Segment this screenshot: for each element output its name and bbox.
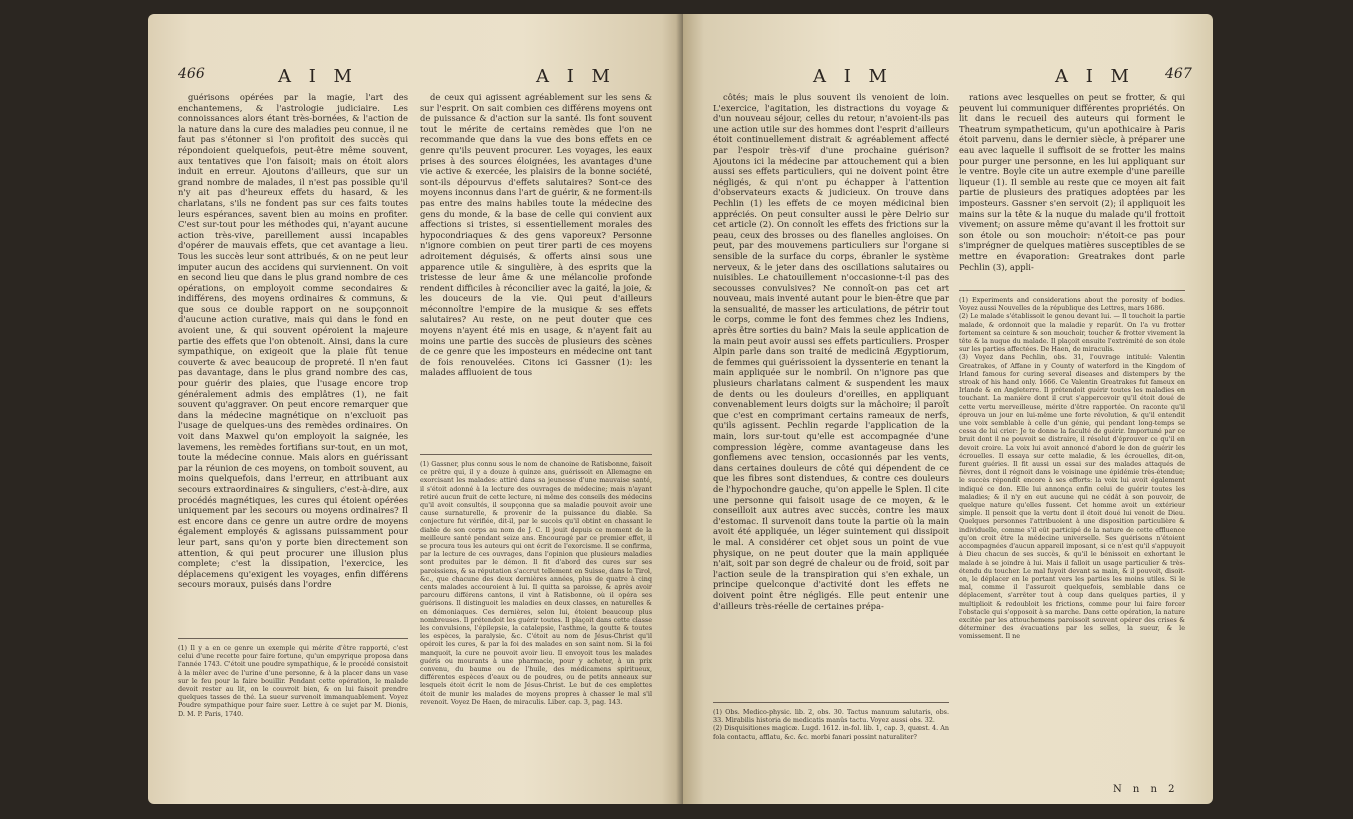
footnote-text: (1) Obs. Medico-physic. lib. 2, obs. 30. Tactus manuum salutaris, obs. 33. Mirabilis historia de medicatis manûs tactu. Voyez aussi obs. 32. (2) Disquisitiones magicæ. Lugd. 1612. in-fol. lib. 1, cap. 3, quæst. 4. An fola contactu, afflatu, &c. &c. morbi fanari possint naturaliter?: [713, 708, 949, 741]
right-col1-body: côtés; mais le plus souvent ils venoient de loin. L'exercice, l'agitation, les distractions du voyage & d'un nouveau séjour, celles du retour, n'avoient-ils pas une action utile sur des hommes dont l'esprit d'ailleurs étoit continuellement distrait & agréablement affecté par l'espoir très-vif d'une prochaine guérison? Ajoutons ici la médecine par attouchement qui a bien aussi ses effets particuliers, qui ne doivent point être négligés, & qui n'ont pu échapper à l'attention d'observateurs exacts & judicieux. On trouve dans Pechlin (1) les effets de ce moyen médicinal bien appréciés. On peut consulter aussi le père Delrio sur cet article (2). On connoît les effets des frictions sur la peau, ceux des brosses ou des flanelles angloises. On peut, par des mouvemens particuliers sur l'organe si sensible de la surface du corps, ébranler le système nerveux, & le jeter dans des oscillations salutaires ou nuisibles. Le chatouillement n'occasionne-t-il pas des secousses convulsives? Ne connoît-on pas cet art nouveau, mais inventé autant pour le bien-être que par la sensualité, de masser les articulations, de pétrir tout le corps, comme le font des femmes chez les Indiens, après être sorties du bain? Mais la seule application de la main peut avoir aussi ses effets particuliers. Prosper Alpin parle dans son traité de medicinâ Ægyptiorum, de femmes qui guérissoient la dyssenterie en tenant la main appliquée sur le nombril. On n'ignore pas que plusieurs charlatans calment & suspendent les maux de dents ou les douleurs d'oreilles, en appliquant convenablement leurs doigts sur la mâchoire; il paroît que c'est en comprimant certains rameaux de nerfs, qu'ils agissent. Pechlin regarde l'application de la main, lors sur-tout qu'elle est accompagnée d'une compression légère, comme avantageuse dans les gonflemens avec tension, occasionnés par les vents, dans certaines douleurs de côté qui dépendent de ce que les fibres sont distendues, & contre ces douleurs de l'hypochondre gauche, qu'on appelle le Splen. Il cite une personne qui faisoit usage de ce moyen, & le conseilloit aux autres avec succès, contre les maux d'estomac. Il survenoit dans toute la partie où la main avoit été appliquée, un léger suintement qui dissipoit le mal. A considérer cet objet sous un point de vue physique, on ne peut douter que la main appliquée n'ait, soit par son degré de chaleur ou de froid, soit par l'action seule de la transpiration qui s'en exhale, un principe quelconque d'activité dont les effets ne doivent point être négligés. Elle peut entenir une d'ailleurs très-réelle de certaines prépa-: [713, 92, 949, 611]
right-column-1: [713, 92, 949, 611]
left-column-1: [178, 92, 408, 590]
left-col1-body: guérisons opérées par la magie, l'art des enchantemens, & l'astrologie judiciaire. Les connoissances alors étant très-bornées, & l'action de la nature dans la cure des maladies peu connue, il ne faut pas s'étonner si l'on profitoit des succès qui répondoient quelquefois, peut-être même souvent, aux tentatives que l'on faisoit; mais on étoit alors induit en erreur. Ajoutons d'ailleurs, que sur un grand nombre de malades, il n'est pas possible qu'il n'y ait pas d'heureux effets du hasard, & les charlatans, s'ils ne fondent pas sur ces faits toutes leurs espérances, savent bien au moins en profiter. C'est sur-tout pour les méthodes qui, n'ayant aucune action très-vive, pareillement aussi incapables d'opérer de mauvais effets, que cet avantage a lieu. Tous les succès leur sont attribués, & on ne peut leur imputer aucun des accidens qui surviennent. On voit en second lieu que dans le plus grand nombre de ces opérations, on employoit comme secondaires & indifférens, des moyens ordinaires & communs, & que sous ce double rapport on ne soupçonnoit d'aucune action curative, mais qui dans le fond en avoient une, & qui souvent opéroient la majeure partie des effets que l'on obtenoit. Ainsi, dans la cure sympathique, on exigeoit que la plaie fût tenue couverte & avec beaucoup de propreté. Il n'en faut pas davantage, dans le plus grand nombre des cas, pour guérir des plaies, que l'usage encore trop généralement admis des emplâtres (1), ne fait souvent qu'aggraver. On peut encore remarquer que dans la médecine magnétique on n'excluoit pas l'usage de quelques-uns des remèdes ordinaires. On voit dans Maxwel qu'on employoit la saignée, les lavemens, les remèdes fortifians sur-tout, en un mot, toute la médecine connue. Mais alors en guérissant par la réunion de ces moyens, on tomboit souvent, au moins quelquefois, dans l'erreur, en attribuant aux secours extraordinaires & singuliers, c'est-à-dire, aux procédés magnétiques, les cures qui étoient opérées uniquement par les secours ou moyens ordinaires? Il est encore dans ce genre un autre ordre de moyens également employés & agissans puissamment pour leur part, sans qu'on y porte bien directement son attention, & qui peut procurer une illusion plus complete; c'est la dissipation, l'exercice, les déplacemens qu'exigent les voyages, enfin différens secours moraux, puisés dans l'ordre: [178, 92, 408, 590]
page-number-left: 466: [178, 66, 205, 82]
right-col2-body: rations avec lesquelles on peut se frotter, & qui peuvent lui communiquer différentes propriétés. On lit dans le recueil des auteurs qui forment le Theatrum sympatheticum, qu'un apothicaire à Paris étoit parvenu, dans le dernier siècle, à préparer une eau avec laquelle il suffisoit de se frotter les mains pour purger une personne, en les lui appliquant sur le ventre. Boyle cite un autre exemple d'une pareille liqueur (1). Il semble au reste que ce moyen ait fait partie de plusieurs des pratiques adoptées par les imposteurs. Gassner s'en servoit (2); il appliquoit les mains sur la tête & la nuque du malade qu'il frottoit vivement; on assure même qu'avant il les frottoit sur son étole ou son mouchoir: n'étoit-ce pas pour s'imprégner de quelques matières susceptibles de se mettre en évaporation: Greatrakes dont parle Pechlin (3), appli-: [959, 92, 1185, 272]
left-page: [148, 14, 683, 804]
footnote-rule-l1: [178, 638, 408, 639]
footnote-rule-r1: [713, 702, 949, 703]
left-column-2: [420, 92, 652, 378]
left-col2-body: de ceux qui agissent agréablement sur les sens & sur l'esprit. On sait combien ces différens moyens ont de puissance & d'action sur la santé. Ils font souvent tout le mérite de certains remèdes que l'on ne recommande que dans la vue des bons effets en ce genre qu'ils peuvent procurer. Les voyages, les eaux prises à des sources éloignées, les avantages d'une vie active & exercée, les plaisirs de la bonne société, sont-ils dépourvus d'effets salutaires? Sont-ce des moyens inconnus dans l'art de guérir, & ne forment-ils pas entre des mains habiles toute la médecine des gens du monde, & la base de celle qui convient aux affections si tristes, si essentiellement morales des hypocondriaques & des gens vaporeux? Personne n'ignore combien on peut tirer parti de ces moyens adroitement déguisés, & offerts ainsi sous une apparence utile & singulière, à des esprits que la tristesse de leur âme & une mélancolie profonde rendent difficiles à réconcilier avec la gaité, la joie, & les douceurs de la vie. Qui peut d'ailleurs méconnoître l'empire de la musique & ses effets salutaires? Au reste, on ne peut douter que ces moyens n'ayent été mis en usage, & n'ayent fait au moins une partie des succès de plusieurs des scènes de ce genre que les imposteurs en médecine ont tant de fois renouvelées. Citons ici Gassner (1): les malades affluoient de tous: [420, 92, 652, 378]
left-col1-footnotes: [178, 644, 408, 718]
right-page: [683, 14, 1213, 804]
footnote-text: (1) Experiments and considerations about the porosity of bodies. Voyez aussi Nouvelles de la république des Lettres, mars 1686. (2) Le malade s'établissoit le genou devant lui. — Il touchoit la partie malade, & ordonnoit que la maladie y reparût. On l'a vu frotter fortement sa ceinture & son mouchoir, toucher & frotter vivement la tête & la nuque du malade. Il plaçoit ensuite l'extrémité de son étole sur les parties affectées. De Haen, de miraculis. (3) Voyez dans Pechlin, obs. 31, l'ouvrage intitulé: Valentin Greatrakes, of Affane in y County of waterford in the Kingdom of Irland famous for curing several diseases and distempers by the stroak of his hand only. 1666. Ce Valentin Greatrakes fut fameux en Irlande & en Angleterre. Il prétendoit guérir toutes les maladies en touchant. La manière dont il crut s'appercevoir qu'il étoit doué de cette vertu merveilleuse, mérite d'être rapportée. On raconte qu'il éprouva un jour en lui-même une forte révolution, & qu'il entendit une voix semblable à celle d'un génie, qui pendant long-temps se cessa de lui crier: Je te donne la faculté de guérir. Importuné par ce bruit dont il ne pouvoit se distraire, il résolut d'éprouver ce qu'il en devoit croire. La voix lui avoit annoncé d'abord le don de guérir les écrouelles. Il essaya sur cette maladie, & les écrouelles, dit-on, furent guéries. Il fit aussi un essai sur des malades attaqués de fièvres, dont il régnoit dans le voisinage une épidémie très-étendue; le succès répondit encore à ses efforts: la voix lui avoit également indiqué ce don. Elle lui annonça enfin celui de guérir toutes les maladies; & il n'y en eut aucune qui ne cédât à son pouvoir, de quelque nature qu'elles fussent. Cet homme avoit un extérieur simple. Il pensoit que la vertu dont il étoit doué lui venoit de Dieu. Quelques personnes l'attribuoient à une disposition particulière & individuelle, comme s'il eût participé de la nature de cette effluence qu'on croit être la médecine universelle. Ses guérisons n'étoient accompagnées d'aucun appareil imposant, si ce n'est qu'il s'appuyoit à Dieu chacun de ses succès, & qu'il le bénissoit en exhortant le malade à se joindre à lui. Mais il falloit un usage particulier & très-étendu du toucher. Le mal fuyoit devant sa main, & il pouvoit, disoit-on, le déplacer en le portant vers les parties les moins utiles. Si le mal, comme il l'assuroit quelquefois, semblable dans ce déplacement, s'arrêter tout à coup dans quelques parties, il y multiplioit & redoubloit les frictions, comme pour lui faire forcer l'obstacle qui s'opposoit à sa marche. Dans cette opération, la nature excitée par les attouchemens paroissoit souvent opérer des crises & déterminer des évacuations par les selles, la sueur, & le vomissement. Il ne: [959, 296, 1185, 641]
left-col2-footnotes: [420, 460, 652, 706]
page-number-right: 467: [1165, 66, 1192, 82]
footnote-text: (1) Il y a en ce genre un exemple qui mérite d'être rapporté, c'est celui d'une recette pour faire fortune, qu'un empyrique proposa dans l'année 1743. C'étoit une poudre sympathique, & le procédé consistoit à la mêler avec de l'urine d'une personne, & à la placer dans un vase sur le feu pour la faire bouillir. Pendant cette opération, le malade devoit rester au lit, on le couvroit bien, & on lui faisoit prendre quelques tasses de thé. La sueur survenoit immanquablement. Voyez Poudre sympathique pour faire suer. Lettre à ce sujet par M. Dionis, D. M. P. Paris, 1740.: [178, 644, 408, 718]
running-head-left-1: A I M: [278, 66, 358, 87]
right-column-2: [959, 92, 1185, 272]
running-head-right-2: A I M: [1055, 66, 1135, 87]
running-head-left-2: A I M: [536, 66, 616, 87]
footnote-rule-l2: [420, 454, 652, 455]
footnote-rule-r2: [959, 290, 1185, 291]
signature-mark: N n n 2: [1113, 784, 1179, 795]
footnote-text: (1) Gassner, plus connu sous le nom de chanoine de Ratisbonne, faisoit ce prêtre qui, il y a douze à quinze ans, guérissoit en Allemagne en exorcisant les malades: attiré dans sa jeunesse d'une mauvaise santé, il s'étoit adonné à la lecture des ouvrages de médecine; mais n'ayant retiré aucun fruit de cette lecture, ni même des conseils des médecins qu'il avoit consultés, il soupçonna que sa maladie pouvoit avoir une cause surnaturelle, & provenir de la puissance du diable. Sa conjecture fut vérifiée, dit-il, par le succès qu'il obtint en chassant le diable de son corps au nom de J. C. Il jouit depuis ce moment de la meilleure santé pendant seize ans. Encouragé par ce premier effet, il se procura tous les auteurs qui ont écrit de l'exorcisme. Il se confirma, par la lecture de ces ouvrages, dans l'opinion que plusieurs maladies sont produites par le démon. Il fit d'abord des cures sur ses paroissiens, & sa réputation s'accrut tellement en Suisse, dans le Tirol, &c., que chacune des deux dernières années, plus de quatre à cinq cents malades accouroient à lui. Il quitta sa paroisse, & après avoir parcouru différens cantons, il vint à Ratisbonne, où il opéra ses guérisons. Il distinguoit les maladies en deux classes, en naturelles & en démoniaques. Ces dernières, selon lui, étoient beaucoup plus nombreuses. Il prétendoit les guérir toutes. Il plaçoit dans cette classe les convulsions, l'épilepsie, la catalepsie, l'asthme, la goutte & toutes les espèces, la paralysie, &c. C'étoit au nom de Jésus-Christ qu'il opéroit les cures, & par la foi des malades en son saint nom. Si la foi manquoit, la cure ne pouvoit avoir lieu. Il envoyoit tous les malades guéris ou mourants à une pharmacie, pour y acheter, à un prix convenu, du baume ou de l'huile, des médicamens spiritueux, différentes espèces d'eaux ou de poudres, ou de petits anneaux sur lesquels étoit écrit le nom de Jésus-Christ. Le but de ces emplettes étoit de munir les malades de moyens propres à chasser le mal s'il revenoit. Voyez De Haen, de miraculis. Liber. cap. 3, pag. 143.: [420, 460, 652, 706]
running-head-right-1: A I M: [813, 66, 893, 87]
right-col1-footnotes: [713, 708, 949, 741]
right-col2-footnotes: [959, 296, 1185, 641]
